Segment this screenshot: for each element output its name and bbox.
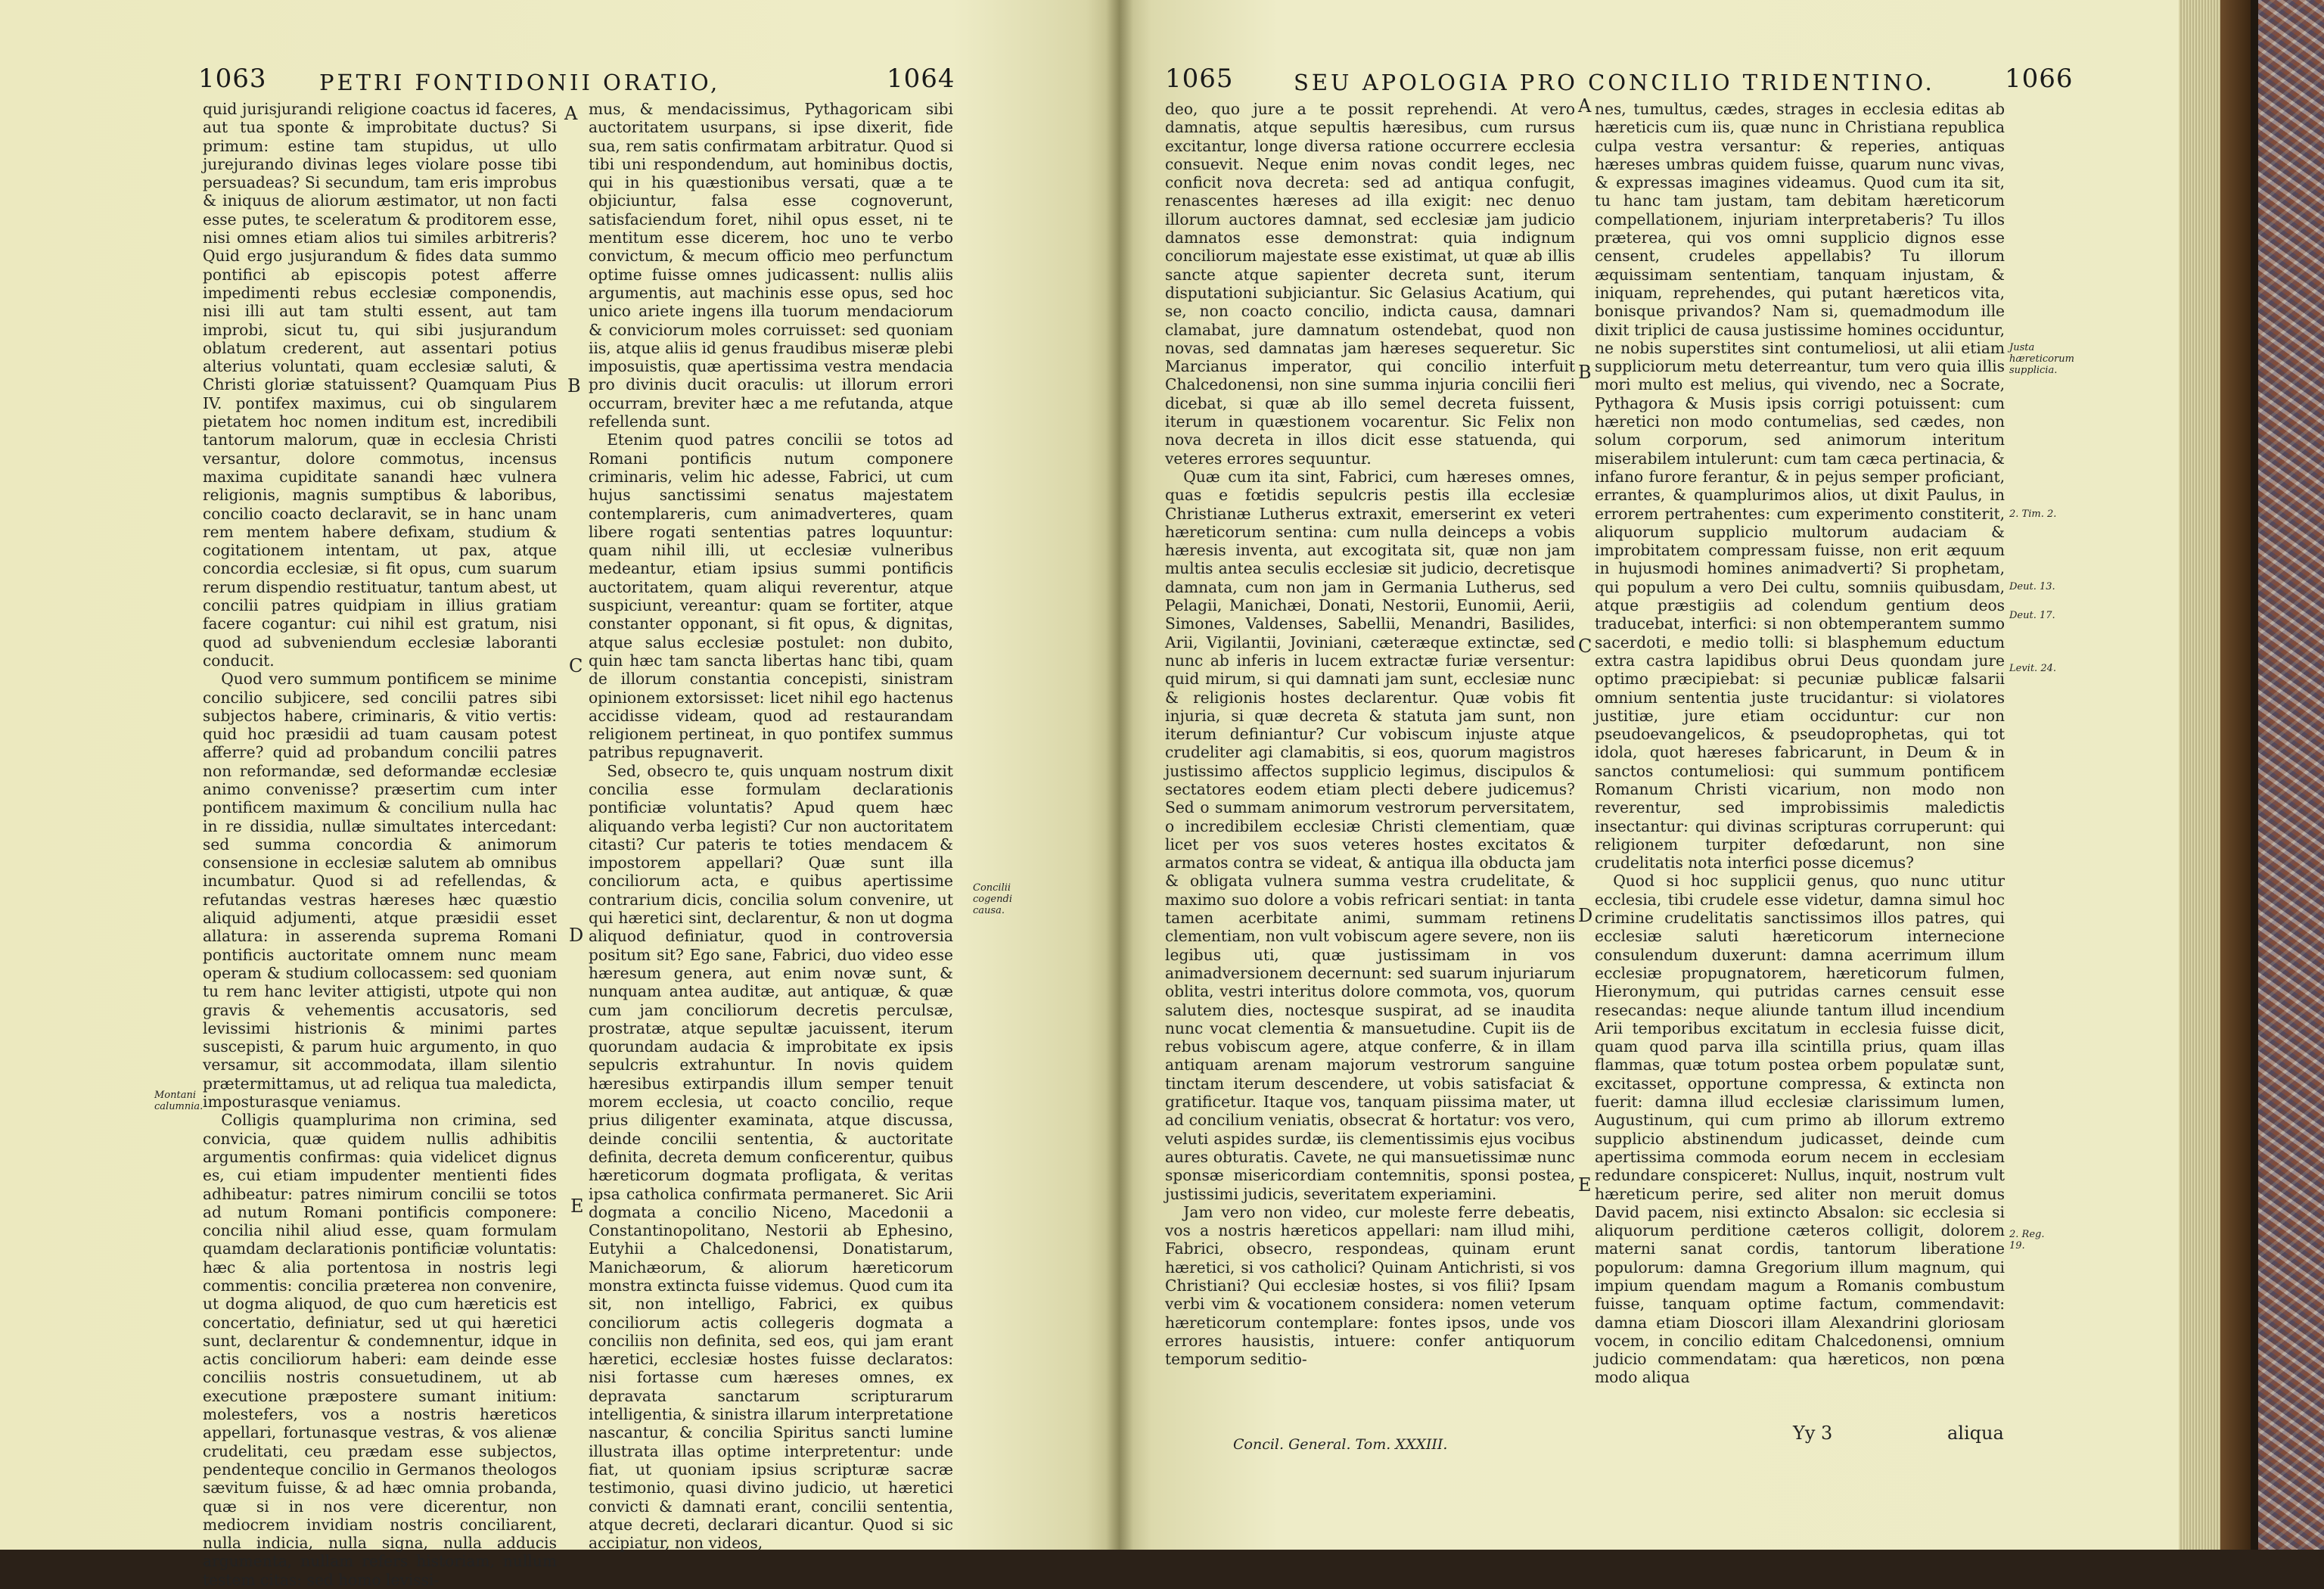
right-page-column-b [1595,100,2005,1424]
paragraph: Quæ cum ita sint, Fabrici, cum hæreses omnes, quas e fœtidis sepulcris pestis illa ecclesiæ Christianæ Lutherus extraxit, emerserint ex veteri hæreticorum sentina: cum nulla deinceps a vobis hæresis inventa, aut excogitata sit, quæ non jam multis antea seculis ecclesiæ sit judicio, decretisque damnata, cum non jam in Germania Lutherus, sed Pelagii, Manichæi, Donati, Nestorii, Eunomii, Aerii, Simones, Valdenses, Sabellii, Menandri, Basilides, Arii, Vigilantii, Joviniani, cæteræque extinctæ, sed nunc ab inferis in lucem extractæ furiæ versentur: quid mirum, si qui damnati jam sunt, ecclesiæ nunc & religionis hostes declarentur. Quæ vobis fit injuria, si quæ decreta & statuta jam sunt, non iterum definiantur? Cur vobiscum injuste atque crudeliter agi clamabitis, si eos, quorum magistros justissimo affectos supplicio legimus, discipulos & sectatores eodem etiam plecti debere judicemus? Sed o summam animorum vestrorum perversitatem, o incredibilem ecclesiæ Christi clementiam, quæ licet per vos suos veteres hostes excitatos & armatos contra se videat, & antiqua illa obducta jam & obligata vulnera summa vestra crudelitate, & maximo suo dolore a vobis refricari sentiat: in tanta tamen acerbitate animi, summam retinens clementiam, non vult vobiscum agere severe, non iis legibus uti, quæ justissimam in vos animadversionem decernunt: sed suarum injuriarum oblita, vestri interitus dolore commota, vos, quorum salutem dies, noctesque suspirat, ad se inaudita nunc vocat clementia & mansuetudine. Cupit iis de rebus vobiscum agere, atque conferre, & in illam antiquam arenam majorum vestrorum sanguine tinctam iterum descendere, ut vobis satisfaciat & gratificetur. Itaque vos, tanquam piissima mater, ut ad concilium veniatis, obsecrat & hortatur: vos vero, veluti aspides surdæ, iis clementissimis ejus vocibus aures obturatis. Cavete, ne qui mansuetissimæ nunc sponsæ misericordiam contemnitis, sponsi postea, justissimi judicis, severitatem experiamini. [1165,467,1575,1203]
margin-note: Montani calumnia. [154,1090,204,1112]
margin-note: Justa hæreticorum supplicia. [2009,342,2074,376]
page-number: 1065 [1165,64,1234,94]
paragraph: deo, quo jure a te possit reprehendi. At vero damnatis, atque sepultis hæresibus, cum rursus excitantur, longe diversa ratione occurrere ecclesia consuevit. Neque enim novas condit leges, nec conficit nova decreta: sed ad antiqua confugit, renascentes hæreses ad illa exigit: nec denuo illorum auctores damnat, sed ecclesiæ jam judicio damnatos esse demonstrat: quia indignum conciliorum majestate esse existimat, ut quæ ab illis sancte atque sapienter decreta sunt, iterum disputationi subjiciantur. Sic Gelasius Acatium, qui se, non coacto concilio, indicta causa, damnari clamabat, jure damnatum ostendebat, quod non novas, sed damnatas jam hæreses sequeretur. Sic Marcianus imperator, qui concilio interfuit Chalcedonensi, non sine summa injuria concilii fieri dicebat, si quæ ab illo semel decreta fuissent, iterum in quæstionem vocarentur. Sic Felix non nova decreta in illos dicit esse statuenda, qui veteres errores sequuntur. [1165,100,1575,468]
margin-note: Levit. 24. [2009,663,2056,674]
section-marker: C [569,655,583,676]
section-marker: D [569,925,584,946]
running-title: SEU APOLOGIA PRO CONCILIO TRIDENTINO. [1294,70,1935,95]
paragraph: Sed, obsecro te, quis unquam nostrum dixit concilia esse formulam declarationis pontificiæ voluntatis? Apud quem hæc aliquando verba legisti? Cur non auctoritatem citasti? Cur pateris te toties mendacem & impostorem appellari? Quæ sunt illa conciliorum acta, e quibus apertissime contrarium dicis, concilia solum convenire, ut qui hæretici sint, declarentur, & non ut dogma aliquod definiatur, quod in controversia positum sit? Ego sane, Fabrici, duo video esse hæresum genera, aut enim novæ sunt, & nunquam antea auditæ, aut antiquæ, & quæ cum jam conciliorum decretis perculsæ, prostratæ, atque sepultæ jacuissent, iterum quorundam audacia & improbitate ex ipsis sepulcris extrahuntur. In novis quidem hæresibus extirpandis illum semper tenuit morem ecclesia, ut coacto concilio, reque prius diligenter examinata, atque discussa, deinde concilii sententia, & auctoritate definita, decreta demum conficerentur, quibus hæreticorum dogmata profligata, & veritas ipsa catholica confirmata permaneret. Sic Arii dogmata a concilio Niceno, Macedonii a Constantinopolitano, Nestorii ab Ephesino, Eutyhii a Chalcedonensi, Donatistarum, Manichæorum, & aliorum hæreticorum monstra extincta fuisse videmus. Quod cum ita sit, non intelligo, Fabrici, ex quibus conciliorum actis collegeris dogmata a conciliis non definita, sed eos, qui jam erant hæretici, ecclesiæ hostes fuisse declaratos: nisi fortasse cum hæreses omnes, ex depravata sanctarum scripturarum intelligentia, & sinistra illarum interpretatione nascantur, & concilia Spiritus sancti lumine illustrata illas optime interpretentur: unde fiat, ut quoniam ipsius scripturæ sacræ testimonio, quasi divino judicio, ut hæretici convicti & damnati erant, concilii sententia, atque decreti, declarari dicantur. Quod si sic accipiatur, non videos, [589,761,953,1553]
signature-mark: Yy 3 [1793,1423,1833,1444]
section-marker: B [1578,362,1592,383]
left-page-column-b [589,100,953,1553]
section-marker: B [567,375,581,396]
page-number: 1064 [887,64,955,94]
catchword: aliqua [1947,1423,2004,1444]
page-edges [2179,0,2224,1550]
paragraph: quid jurisjurandi religione coactus id faceres, aut tua sponte & improbitate ductus? Si primum: estine tam stupidus, ut ullo jurejurando divinas leges violare posse tibi persuadeas? Si secundum, tam eris improbus & iniquus de aliorum æstimator, ut non facti esse putes, te sceleratum & proditorem esse, nisi omnes etiam alios tui similes arbitreris? Quid ergo jusjurandum & fides data summo pontifici ab episcopis potest afferre impedimenti rebus ecclesiæ componendis, nisi illi aut tam stulti essent, aut tam improbi, sicut tu, qui sibi jusjurandum oblatum crederent, aut assentari potius alterius voluntati, quam ecclesiæ saluti, & Christi gloriæ statuissent? Quamquam Pius IV. pontifex maximus, cui ob singularem pietatem hoc nomen inditum est, incredibili tantorum malorum, quæ in ecclesia Christi versantur, dolore commotus, incensus maxima cupiditate sanandi hæc vulnera religionis, magnis sumptibus & laboribus, concilio coacto declaravit, se in hanc unam rem mentem habere defixam, studium & cogitationem intentam, ut pax, atque concordia ecclesiæ, si fit opus, cum suarum rerum dispendio restituatur, tantum abest, ut concilii patres quidpiam in illius gratiam facere cogantur: cui nihil est gratum, nisi quod ad subveniendum ecclesiæ laboranti conducit. [203,100,557,670]
paragraph: nes, tumultus, cædes, strages in ecclesia editas ab hæreticis cum iis, quæ nunc in Christiana republica culpa vestra versantur: & reperies, antiquas hæreses umbras quidem fuisse, quarum nunc vivas, & expressas imagines videamus. Quod cum ita sit, tu hanc tam justam, tam debitam hæreticorum compellationem, injuriam interpretaberis? Tu illos præterea, qui vos omni supplicio dignos esse censent, crudeles appellabis? Tu illorum æquissimam sententiam, tanquam injustam, & iniquam, reprehendes, qui putant hæreticos vita, bonisque privandos? Nam si, quemadmodum ille dixit triplici de causa justissime homines occiduntur, ne nobis superstites sint contumeliosi, ut alii etiam suppliciorum metu deterreantur, tum vero quia illis mori multo est melius, qui vivendo, nec a Socrate, Pythagora & Musis ipsis corrigi potuissent: cum hæretici non modo contumelias, sed cædes, non solum corporum, sed animorum interitum miserabilem intulerunt: cum tam cæca pertinacia, & infano furore ferantur, & in pejus semper proficiant, errantes, & quamplurimos alios, ut dixit Paulus, in errorem pertrahentes: cum experimento constiterit, aliquorum supplicio multorum audaciam & improbitatem compressam fuisse, non erit æquum in hujusmodi homines animadverti? Si prophetam, qui populum a vero Dei cultu, somniis quibusdam, atque præstigiis ad colendum gentium deos traducebat, interfici: si non obtemperantem summo sacerdoti, e medio tolli: si blasphemum eductum extra castra lapidibus obrui Deus quondam jure optimo præcipiebat: si pecuniæ publicæ falsarii omnium sententia juste trucidantur: si violatores justitiæ, jure etiam occiduntur: cur non pseudoevangelicos, & pseudoprophetas, qui tot idola, quot hæreses fabricarunt, in Deum & in sanctos contumeliosi: qui summum pontificem Romanum Christi vicarium, non modo non reverentur, sed improbissimis maledictis insectantur: qui divinas scripturas corruperunt: qui religionem turpiter defœdarunt, non sine crudelitatis nota interfici posse dicemus? [1595,100,2005,872]
page-number: 1066 [2005,64,2074,94]
running-title: PETRI FONTIDONII ORATIO, [319,70,721,95]
paragraph: Quod vero summum pontificem se minime concilio subjicere, sed concilii patres sibi subjectos habere, criminaris, & vitio vertis: quid hoc præsidii ad tuam causam potest afferre? quid ad probandum concilii patres non reformandæ, sed deformandæ ecclesiæ animo convenisse? præsertim cum inter pontificem maximum & concilium nulla hac in re dissidia, nullæ simultates intercedant: sed summa concordia & animorum consensione in ecclesiæ salutem ab omnibus incumbatur. Quod si ad refellendas, & refutandas vestras hæreses hæc quæstio aliquid adjumenti, atque præsidii esset allatura: in asserenda suprema Romani pontificis auctoritate omnem nunc meam operam & studium collocassem: sed quoniam tu rem hanc leviter attigisti, utpote qui non gravis & vehementis accusatoris, sed levissimi histrionis & minimi partes suscepisti, & parum huic argumento, in quo versamur, sit accommodata, illam silentio prætermittamus, ut ad reliqua tua maledicta, imposturasque veniamus. [203,670,557,1112]
margin-note: Deut. 13. [2009,581,2055,592]
paragraph: Colligis quamplurima non crimina, sed convicia, quæ quidem nullis adhibitis argumentis confirmas: quia videlicet dignus es, cui etiam impudenter mentienti fides adhibeatur: patres nimirum concilii se totos ad nutum Romani pontificis componere: concilia nihil aliud esse, quam formulam quamdam declarationis pontificiæ voluntatis: hæc & alia portentosa in nostris legi commentis: concilia præterea non convenire, ut dogma aliquod, de quo cum hæreticis est concertatio, definiatur, sed ut qui hæretici sunt, declarentur & condemnentur, idque in actis conciliorum haberi: eam deinde esse conciliis nostris consuetudinem, ut ab executione præpostere sumant initium: molestefers, vos a nostris hæreticos appellari, fortunasque vestras, & vos alienæ crudelitati, ceu prædam esse subjectos, pendenteque concilio in Germanos theologos sævitum fuisse, & ad hæc omnia probanda, quæ si in nos vere dicerentur, non mediocrem invidiam nostris conciliarent, nulla indicia, nulla signa, nulla adducis argumenta, nullam refers historiam, nullum testem citas: sed homo levissi- [203,1111,557,1589]
footer-volume: Concil. General. Tom. XXXIII. [1233,1436,1448,1453]
paragraph: Jam vero non video, cur moleste ferre debeatis, vos a nostris hæreticos appellari: nam illud mihi, Fabrici, obsecro, respondeas, quinam erunt hæretici, si vos catholici? Quinam Antichristi, si vos Christiani? Qui ecclesiæ hostes, si vos filii? Ipsam verbi vim & vocationem considera: nomen veterum hæreticorum contemplare: fontes ipsos, unde vos errores hausistis, intuere: confer antiquorum temporum seditio- [1165,1202,1575,1369]
left-page-column-a [203,100,557,1589]
section-marker: A [1578,95,1592,117]
margin-note: 2. Reg. 19. [2009,1229,2045,1252]
right-page-column-a [1165,100,1575,1424]
margin-note: Concilii cogendi causa. [973,882,1012,916]
section-marker: C [1578,636,1592,657]
paragraph: Etenim quod patres concilii se totos ad Romani pontificis nutum componere criminaris, velim hic adesse, Fabrici, ut cum hujus sanctissimi senatus majestatem contemplareris, cum animadverteres, quam libere rogati sententias patres loquuntur: quam nihil illi, ut ecclesiæ vulneribus medeantur, etiam ipsius summi pontificis auctoritatem, quam aliqui reverentur, atque suspiciunt, vereantur: quam se fortiter, atque constanter opponant, si fit opus, & dignitas, atque salus ecclesiæ postulet: non dubito, quin hæc tam sancta libertas hanc tibi, quam de illorum constantia concepisti, sinistram opinionem extorsisset: licet nihil ego hactenus accidisse videam, quod ad restaurandam religionem pertineat, in quo pontifex summus patribus repugnaverit. [589,431,953,762]
section-marker: A [564,103,578,124]
section-marker: D [1578,905,1593,926]
margin-note: Deut. 17. [2009,610,2055,621]
right-page [1120,0,2179,1550]
book-gutter [1106,0,1133,1550]
paragraph: Quod si hoc supplicii genus, quo nunc utitur ecclesia, tibi crudele esse videtur, damna simul hoc crimine crudelitatis sanctissimos illos patres, qui ecclesiæ saluti hæreticorum internecione consulendum duxerunt: damna acerrimum illum ecclesiæ propugnatorem, hæreticorum fulmen, Hieronymum, qui putridas carnes censuit esse resecandas: neque aliunde tantum illud incendium Arii temporibus excitatum in ecclesia fuisse dicit, quam quod parva illa scintilla prius, quam illas flammas, quæ totum postea orbem populatæ sunt, excitasset, opportune compressa, & extincta non fuerit: damna illud ecclesiæ clarissimum lumen, Augustinum, qui cum primo ab illorum extremo supplicio abstinendum judicasset, deinde cum apertissima commoda eorum necem in ecclesiam redundare conspiceret: Nullus, inquit, nostrum vult hæreticum perire, sed aliter non meruit domus David pacem, nisi extincto Absalon: sic ecclesia si aliquorum perditione cæteros colligit, dolorem materni sanat cordis, tantorum liberatione populorum: damna Gregorium illum magnum, qui impium quendam magum a Romanis combustum fuisse, tanquam optime factum, commendavit: damna etiam Dioscori illam Alexandrini gloriosam vocem, in concilio editam Chalcedonensi, omnium judicio commendatam: qua hæreticos, non pœna modo aliqua [1595,872,2005,1387]
section-marker: E [1578,1174,1592,1196]
section-marker: E [570,1196,584,1217]
book-cover-edge [2220,0,2251,1550]
paragraph: mus, & mendacissimus, Pythagoricam sibi auctoritatem usurpans, si ipse dixerit, fide sua, rem satis confirmatam arbitratur. Quod si tibi uni respondendum, aut hominibus doctis, qui in his quæstionibus versati, quæ a te objiciuntur, falsa esse cognoverunt, satisfaciendum foret, nihil opus esset, ni te mentitum esse dicerem, hoc uno te verbo convictum, & mecum officio meo perfunctum optime fuisse omnes judicassent: nullis aliis argumentis, aut machinis esse opus, sed hoc unico ariete ingens illa tuorum mendaciorum & conviciorum moles corruisset: sed quoniam iis, atque aliis id genus fraudibus miseræ plebi imposuistis, quæ apertissima vestra mendacia pro divinis ducit oraculis: ut illorum errori occurram, breviter hæc a me refutanda, atque refellenda sunt. [589,100,953,431]
left-page [0,0,1120,1589]
page-number: 1063 [198,64,267,94]
margin-note: 2. Tim. 2. [2009,508,2057,520]
